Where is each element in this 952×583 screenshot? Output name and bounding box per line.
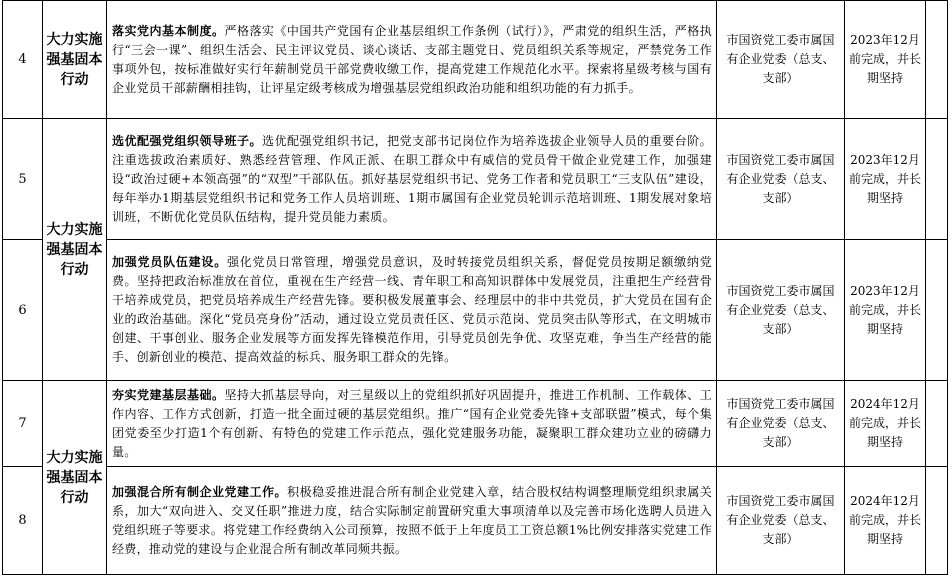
table-row (3, 381, 948, 467)
task-content (107, 1, 717, 119)
table-row (3, 1, 948, 119)
task-body: 强化党员日常管理，增强党员意识，及时转接党员组织关系，督促党员按期足额缴纳党费。坚持把政治标准放在首位，重视在生产经营一线、青年职工和高知识群体中发展党员，注重把生产经营骨干培养成党员，把党员培养成生产经营先锋。要积极发展董事会、经理层中的非中共党员，扩大党员在国有企业的政治基础。深化“党员亮身份”活动，通过设立党员责任区、党员示范岗、党员突击队等形式，在文明城市创建、干事创业、服务企业发展等方面发挥先锋模范作用，引导党员创先争优、攻坚克难，争当生产经营的能手、创新创业的模范、提高效益的标兵、服务职工群众的先锋。 (112, 255, 712, 364)
table-row (3, 119, 948, 240)
table-row (3, 240, 948, 381)
deadline: 2024年12月前完成，并长期坚持 (845, 381, 926, 467)
task-content (107, 240, 717, 381)
deadline: 2023年12月前完成，并长期坚持 (845, 240, 926, 381)
row-number: 5 (3, 119, 43, 240)
responsible-unit: 市国资党工委市属国有企业党委（总支、支部） (717, 119, 845, 240)
task-table (2, 0, 948, 575)
row-number: 6 (3, 240, 43, 381)
task-content (107, 119, 717, 240)
remarks-cell (926, 240, 948, 381)
task-body: 选优配强党组织书记，把党支部书记岗位作为培养选拔企业领导人员的重要台阶。注重选拔政治素质好、熟悉经营管理、作风正派、在职工群众中有威信的党员骨干做企业党建工作，加强建设“政治过硬+本领高强”的“双型”干部队伍。抓好基层党组织书记、党务工作者和党员职工“三支队伍”建设，每年举办1期基层党组织书记和党务工作人员培训班、1期市属国有企业党员轮训示范培训班、1期发展对象培训班，不断优化党员队伍结构，提升党员能力素质。 (112, 133, 712, 224)
row-number: 8 (3, 467, 43, 575)
row-number: 4 (3, 1, 43, 119)
responsible-unit: 市国资党工委市属国有企业党委（总支、支部） (717, 1, 845, 119)
category-cell: 大力实施强基固本行动 (43, 381, 107, 575)
category-cell: 大力实施强基固本行动 (43, 119, 107, 381)
responsible-unit: 市国资党工委市属国有企业党委（总支、支部） (717, 240, 845, 381)
remarks-cell (926, 119, 948, 240)
deadline: 2024年12月前完成，并长期坚持 (845, 467, 926, 575)
task-title: 加强党员队伍建设。 (112, 255, 227, 269)
task-title: 选优配强党组织领导班子。 (112, 133, 263, 148)
remarks-cell (926, 467, 948, 575)
remarks-cell (926, 381, 948, 467)
responsible-unit: 市国资党工委市属国有企业党委（总支、支部） (717, 381, 845, 467)
task-body: 积极稳妥推进混合所有制企业党建入章，结合股权结构调整理顺党组织隶属关系，加大“双向进入、交叉任职”推进力度，结合实际制定前置研究重大事项清单以及完善市场化选聘人员进入党组织班子等要求。将党建工作经费纳入公司预算，按照不低于上年度员工工资总额1%比例安排落实党建工作经费，推动党的建设与企业混合所有制改革同频共振。 (112, 484, 713, 556)
deadline: 2023年12月前完成，并长期坚持 (845, 119, 926, 240)
deadline: 2023年12月前完成，并长期坚持 (845, 1, 926, 119)
remarks-cell (926, 1, 948, 119)
task-title: 夯实党建基层基础。 (112, 387, 225, 402)
table-row (3, 467, 948, 575)
task-content (107, 467, 717, 575)
task-body: 坚持大抓基层导向，对三星级以上的党组织抓好巩固提升，推进工作机制、工作载体、工作内容、工作方式创新，打造一批全面过硬的基层党组织。推广“国有企业党委先锋+支部联盟”模式，每个集团党委至少打造1个有创新、有特色的党建工作示范点，强化党建服务功能，凝聚职工群众建功立业的磅礴力量。 (112, 387, 713, 459)
task-body: 严格落实《中国共产党国有企业基层组织工作条例（试行）》，严肃党的组织生活，严格执行“三会一课”、组织生活会、民主评议党员、谈心谈话、支部主题党日、党员组织关系等规定，严禁党务工作事项外包，按标准做好实行年薪制党员干部党费收缴工作，提高党建工作规范化水平。探索将星级考核与国有企业党员干部薪酬相挂钩，让评星定级考核成为增强基层党组织政治功能和组织功能的有力抓手。 (112, 23, 712, 95)
task-content (107, 381, 717, 467)
task-title: 落实党内基本制度。 (112, 23, 225, 38)
task-title: 加强混合所有制企业党建工作。 (112, 484, 288, 499)
category-cell: 大力实施强基固本行动 (43, 1, 107, 119)
responsible-unit: 市国资党工委市属国有企业党委（总支、支部） (717, 467, 845, 575)
row-number: 7 (3, 381, 43, 467)
